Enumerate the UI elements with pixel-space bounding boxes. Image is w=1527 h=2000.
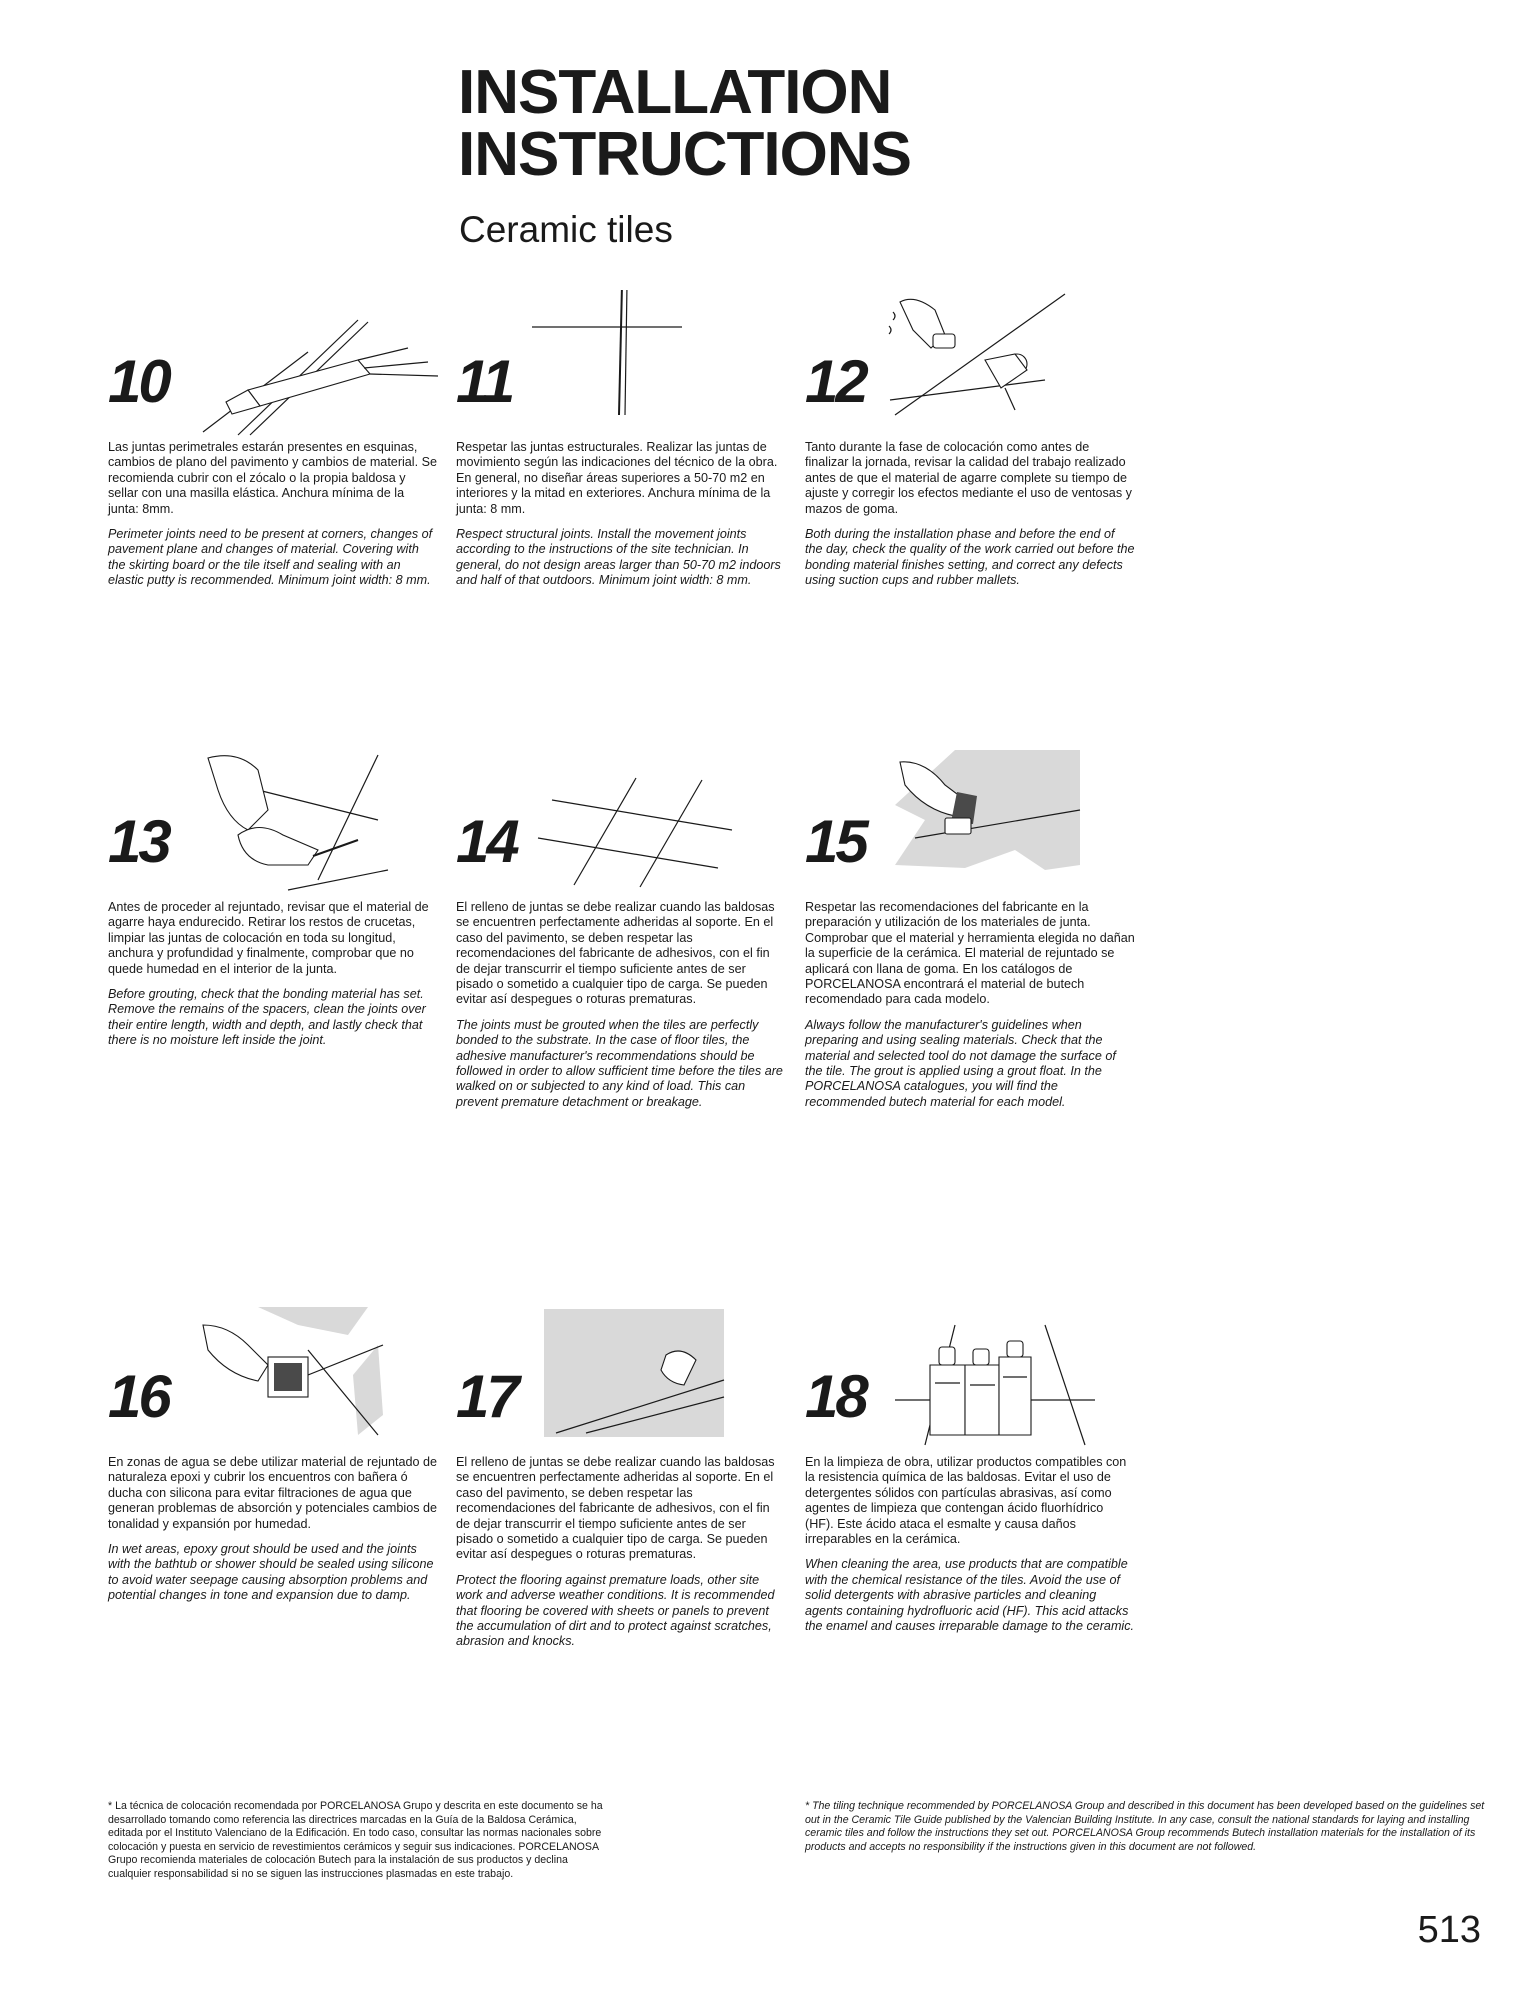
step-number: 17 [456,1363,517,1430]
step-description [805,1455,1135,1634]
step-text-en: Always follow the manufacturer's guidelines when preparing and using sealing materials. Check that the material and selected tool do not damage the surface of the tile. The grout is applied using a grout float. In the PORCELANOSA catalogues, you will find the recommended butech material for each model. [805,1017,1116,1109]
step-description [805,440,1135,589]
step-text-en: The joints must be grouted when the tiles are perfectly bonded to the substrate. In the case of floor tiles, the adhesive manufacturer's recommendations should be followed in order to allow sufficient time before the tiles are walked on or subjected to any kind of load. This can prevent premature detachment or breakage. [456,1017,783,1109]
footnote-en: * The tiling technique recommended by PORCELANOSA Group and described in this document has been developed based on the guidelines set out in the Ceramic Tile Guide published by the Valencian Building Institute. In any case, consult the national standards for laying and installing ceramic tiles and follow the instructions they set out. PORCELANOSA Group recommends Butech installation materials for the installation of its products and accepts no responsibility if the instructions given in this document are not followed. [805,1800,1485,1853]
footnote-es: * La técnica de colocación recomendada por PORCELANOSA Grupo y descrita en este documento se ha desarrollado tomando como referencia las directrices marcadas en la Guía de la Baldosa Cerámica, editada por el Instituto Valenciano de la Edificación. En todo caso, consultar las normas nacionales sobre colocación y puesta en servicio de revestimientos cerámicos y seguir sus indicaciones. PORCELANOSA Grupo recomienda materiales de colocación Butech para la instalación de sus productos y declina cualquier responsabilidad si no se siguen las instrucciones plasmadas en este trabajo. [108,1800,603,1880]
step-description [456,900,786,1110]
step-number: 15 [805,808,866,875]
step-text-es: El relleno de juntas se debe realizar cuando las baldosas se encuentren perfectamente adheridas al soporte. En el caso del pavimento, se deben respetar las recomendaciones del fabricante de adhesivos, con el fin de dejar transcurrir el tiempo suficiente antes de ser pisado o sometido a cualquier tipo de carga. Se pueden evitar así despegues o roturas prematuras. [456,1455,775,1562]
page-title [458,58,911,189]
step-number: 12 [805,348,866,415]
step-text-en: Protect the flooring against premature loads, other site work and adverse weather conditions. It is recommended that flooring be covered with sheets or panels to prevent the accumulation of dirt and to protect against scratches, abrasion and knocks. [456,1572,775,1649]
step-description [805,900,1135,1110]
step-text-en: In wet areas, epoxy grout should be used and the joints with the bathtub or shower should be sealed using silicone to avoid water seepage causing absorption problems and potential changes in tone and expansion due to damp. [108,1542,434,1603]
step-description [108,440,438,589]
step-text-es: Las juntas perimetrales estarán presentes en esquinas, cambios de plano del pavimento y cambios de material. Se recomienda cubrir con el zócalo o la propia baldosa y sellar con una masilla elástica. Anchura mínima de la junta: 8mm. [108,440,438,516]
step-number: 11 [456,348,513,415]
title-line-1: INSTALLATION [458,58,892,127]
page-number: 513 [1417,1909,1481,1951]
step-text-es: Respetar las recomendaciones del fabricante en la preparación y utilización de los materiales de junta. Comprobar que el material y herramienta elegida no dañan la superficie de la cerámica. El material de rejuntado se aplicará con llana de goma. En los catálogos de PORCELANOSA encontrará el material de butech recomendado para cada modelo. [805,900,1135,1007]
step-text-en: Before grouting, check that the bonding material has set. Remove the remains of the spacers, clean the joints over their entire length, width and depth, and lastly check that there is no moisture left inside the joint. [108,987,426,1048]
step-text-es: En la limpieza de obra, utilizar productos compatibles con la resistencia química de las baldosas. Evitar el uso de detergentes sólidos con partículas abrasivas, así como agentes de limpieza que contengan ácido fluorhídrico (HF). Este ácido ataca el esmalte y causa daños irreparables en la cerámica. [805,1455,1127,1547]
step-text-en: When cleaning the area, use products that are compatible with the chemical resistance of the tiles. Avoid the use of solid detergents with abrasive particles and cleaning agents containing hydrofluoric acid (HF). This acid attacks the enamel and causes irreparable damage to the ceramic. [805,1557,1135,1634]
step-text-en: Perimeter joints need to be present at corners, changes of pavement plane and changes of material. Covering with the skirting board or the tile itself and sealing with an elastic putty is recommended. Minimum joint width: 8 mm. [108,527,433,588]
step-text-es: Tanto durante la fase de colocación como antes de finalizar la jornada, revisar la calidad del trabajo realizado antes de que el material de agarre complete su tiempo de ajuste y corregir los efectos mediante el uso de ventosas y mazos de goma. [805,440,1132,516]
step-text-es: En zonas de agua se debe utilizar material de rejuntado de naturaleza epoxi y cubrir los encuentros con bañera ó ducha con silicona para evitar filtraciones de agua que generan problemas de absorción y potenciales cambios de tonalidad y expansión por humedad. [108,1455,438,1531]
step-number: 18 [805,1363,866,1430]
step-number: 13 [108,808,169,875]
page-subtitle: Ceramic tiles [459,209,673,250]
title-line-2: INSTRUCTIONS [458,120,911,189]
step-description [108,1455,438,1604]
step-text-es: El relleno de juntas se debe realizar cuando las baldosas se encuentren perfectamente adheridas al soporte. En el caso del pavimento, se deben respetar las recomendaciones del fabricante de adhesivos, con el fin de dejar transcurrir el tiempo suficiente antes de ser pisado o sometido a cualquier tipo de carga. Se pueden evitar así despegues o roturas prematuras. [456,900,775,1007]
step-number: 10 [108,348,169,415]
step-description [456,440,786,589]
step-text-en: Both during the installation phase and before the end of the day, check the quality of the work carried out before the bonding material finishes setting, and correct any defects using suction cups and rubber mallets. [805,527,1135,588]
step-description [456,1455,786,1650]
step-description [108,900,438,1049]
step-number: 16 [108,1363,169,1430]
step-text-en: Respect structural joints. Install the movement joints according to the instructions of the site technician. In general, do not design areas larger than 50-70 m2 indoors and half of that outdoors. Minimum joint width: 8 mm. [456,527,781,588]
step-number: 14 [456,808,517,875]
step-text-es: Respetar las juntas estructurales. Realizar las juntas de movimiento según las indicaciones del técnico de la obra. En general, no diseñar áreas superiores a 50-70 m2 en interiores y la mitad en exteriores. Anchura mínima de la junta: 8 mm. [456,440,778,516]
step-text-es: Antes de proceder al rejuntado, revisar que el material de agarre haya endurecido. Retirar los restos de crucetas, limpiar las juntas de colocación en toda su longitud, anchura y profundidad y finalmente, comprobar que no quede humedad en el interior de la junta. [108,900,429,976]
